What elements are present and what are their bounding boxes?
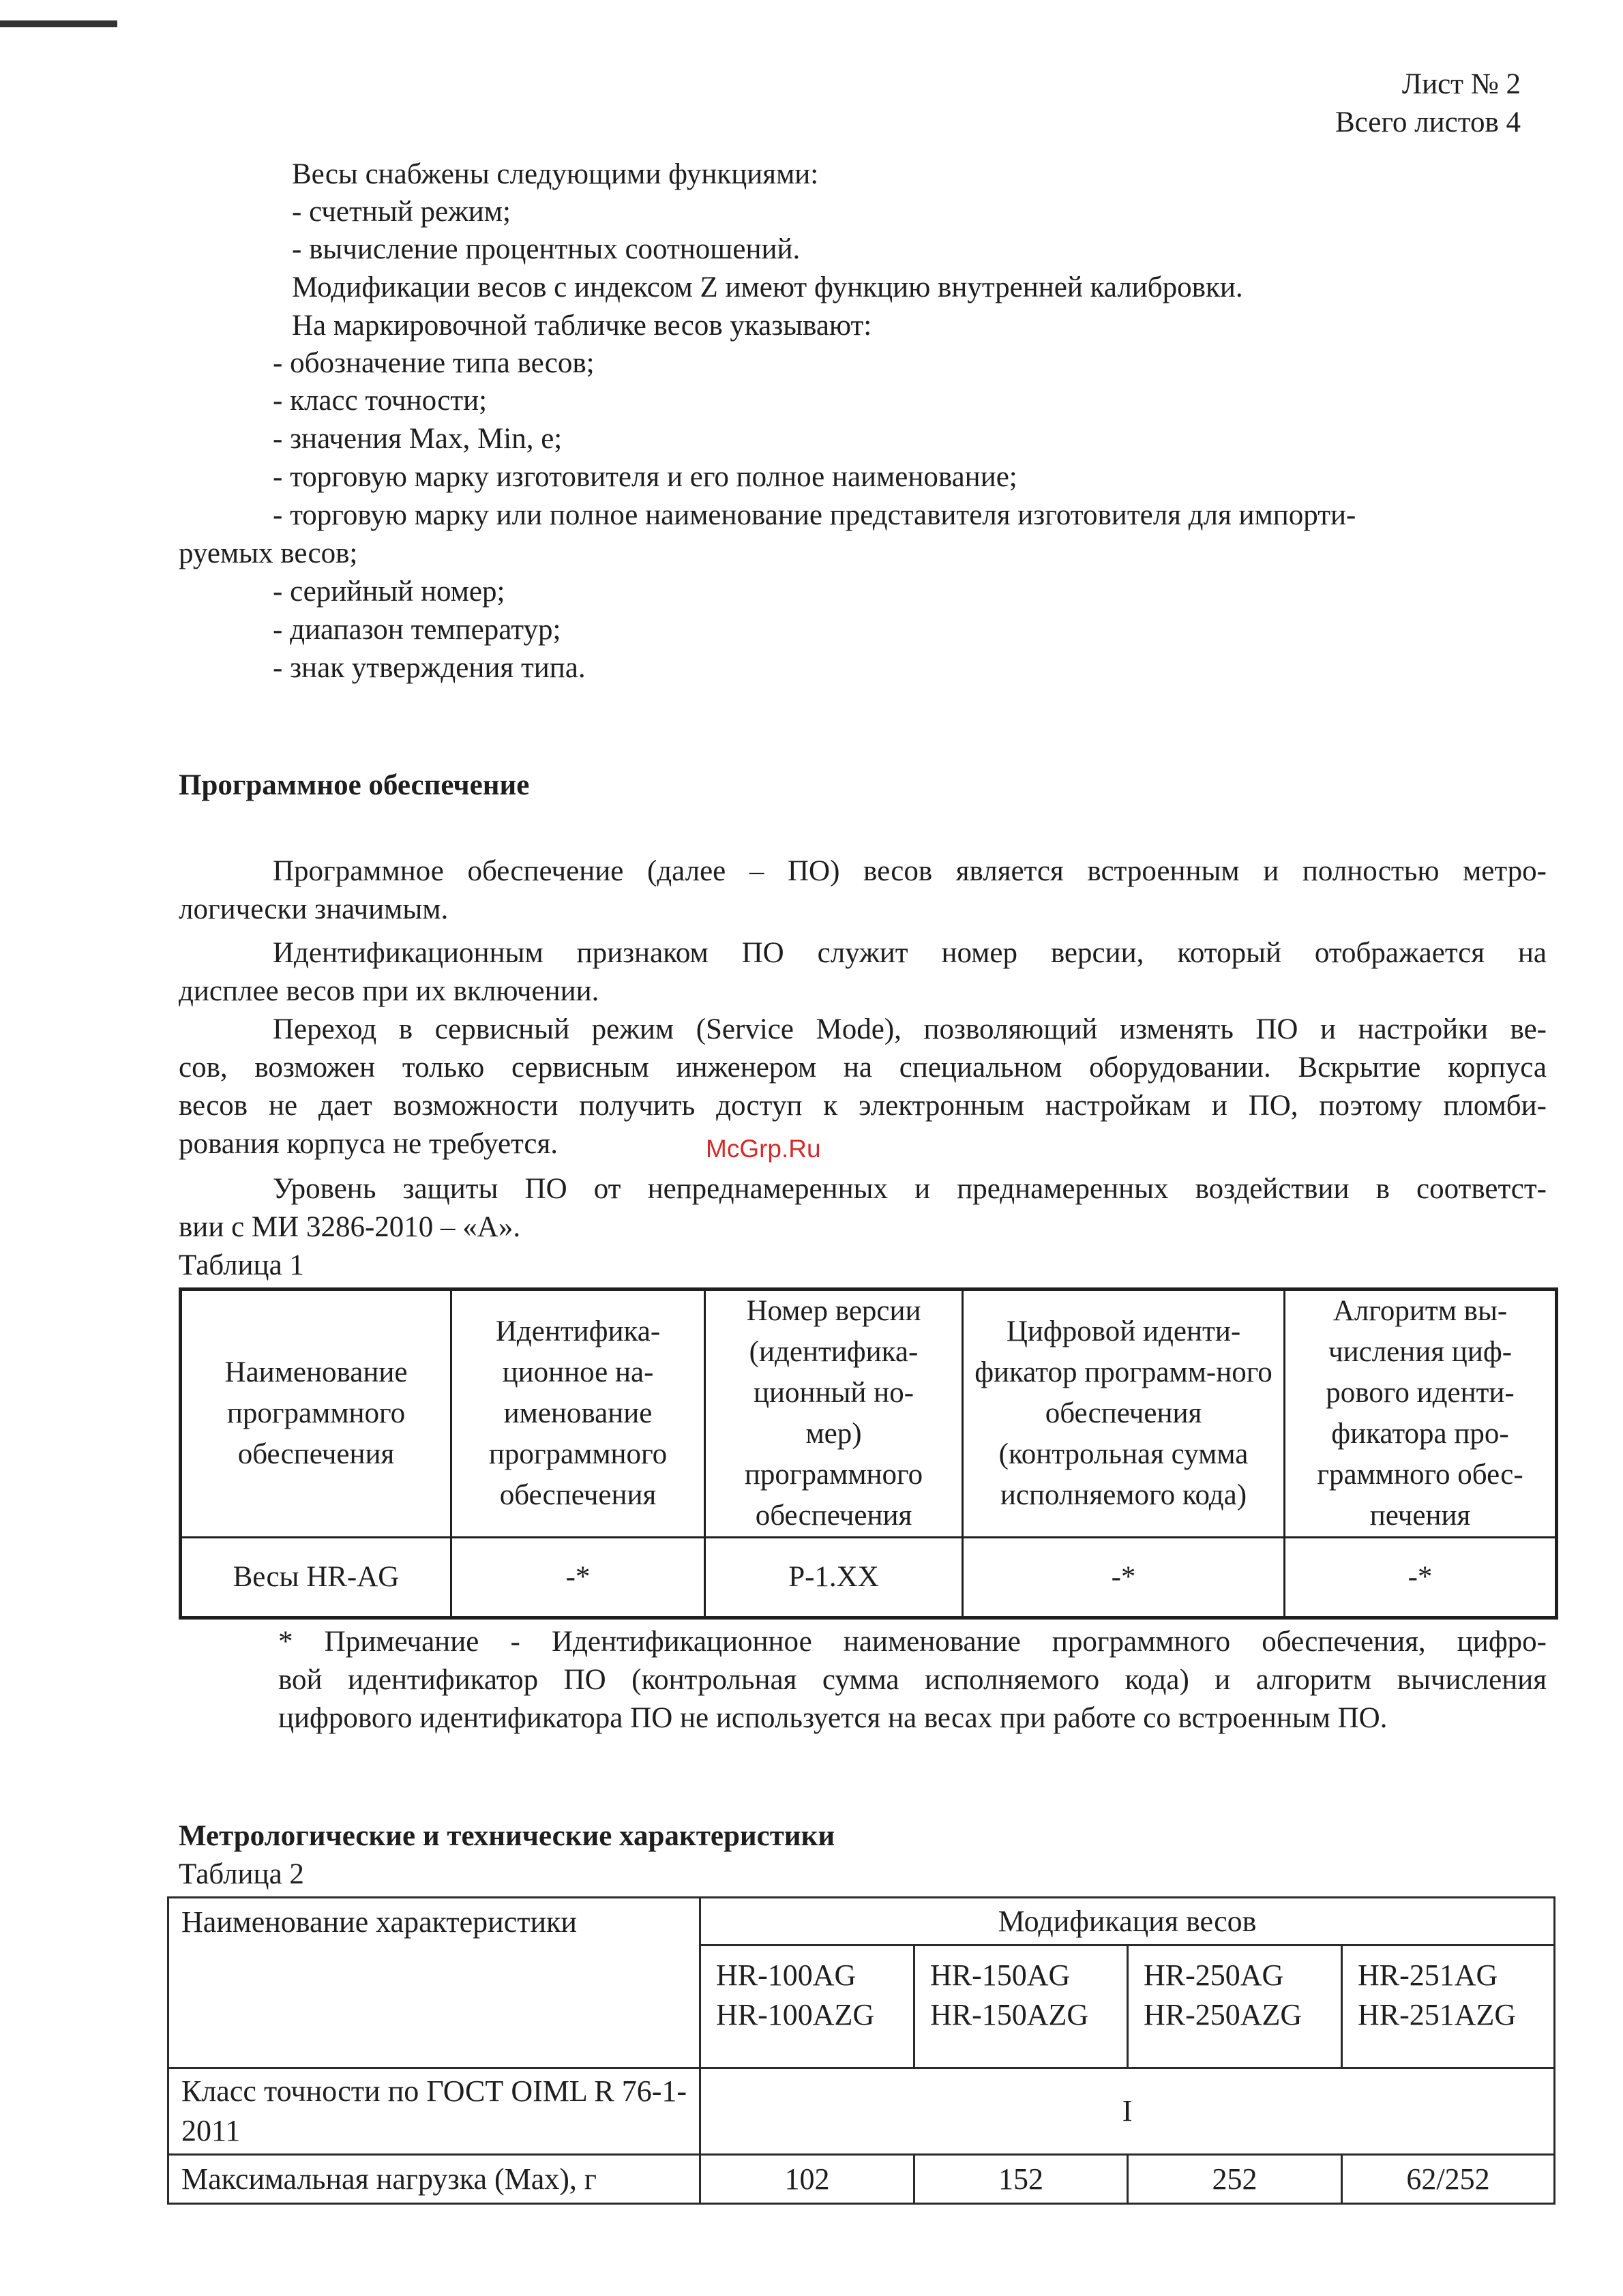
plate-intro: На маркировочной табличке весов указывают: (292, 310, 872, 342)
table-header-row (168, 1898, 1555, 1945)
table-header-cell: Номер версии (идентифика-ционный но-мер) программного обеспечения (705, 1289, 963, 1538)
table1-note-line: вой идентификатор ПО (контрольная сумма исполняемого кода) и алгоритм вычисления (278, 1664, 1547, 1696)
table-cell: 102 (700, 2155, 914, 2204)
table-row (168, 2068, 1555, 2155)
plate-item: - серийный номер; (273, 576, 505, 608)
model-cell: HR-251AG HR-251AZG (1342, 1945, 1555, 2068)
plate-item: - значения Max, Min, e; (273, 423, 563, 455)
table-cell: -* (1285, 1538, 1557, 1618)
software-paragraph-line: логически значимым. (179, 893, 449, 925)
table-cell: 152 (914, 2155, 1128, 2204)
table-header-row (181, 1289, 1557, 1538)
model-cell: HR-100AG HR-100AZG (700, 1945, 914, 2068)
metrology-heading: Метрологические и технические характеристики (179, 1820, 835, 1852)
software-paragraph-line: вии с МИ 3286-2010 – «А». (179, 1211, 521, 1243)
plate-item-importer: - торговую марку или полное наименование представителя изготовителя для импорти- (273, 499, 1356, 531)
table-cell: Максимальная нагрузка (Max), г (168, 2155, 700, 2204)
software-paragraph-line: сов, возможен только сервисным инженером на специальном оборудовании. Вскрытие корпуса (179, 1052, 1547, 1084)
table-cell: -* (451, 1538, 705, 1618)
software-paragraph-line: дисплее весов при их включении. (179, 975, 599, 1007)
function-item: - вычисление процентных соотношений. (292, 233, 801, 265)
table-header-cell: Алгоритм вы-числения циф-рового иденти-фикатора про-граммного обес-печения (1285, 1289, 1557, 1538)
table-header-cell: Наименование характеристики (168, 1898, 700, 2068)
metrology-table (167, 1896, 1555, 2205)
model-cell: HR-150AG HR-150AZG (914, 1945, 1128, 2068)
table-header-cell: Наименование программного обеспечения (181, 1289, 451, 1538)
software-paragraph-line: Уровень защиты ПО от непреднамеренных и преднамеренных воздействии в соответст- (273, 1173, 1547, 1205)
plate-item: - торговую марку изготовителя и его полное наименование; (273, 461, 1017, 493)
software-paragraph-line: рования корпуса не требуется. (179, 1128, 558, 1160)
table1-caption: Таблица 1 (179, 1249, 304, 1281)
calibration-note: Модификации весов с индексом Z имеют функцию внутренней калибровки. (292, 271, 1243, 303)
scan-edge-mark (0, 20, 117, 27)
plate-item: - диапазон температур; (273, 614, 561, 646)
software-paragraph-line: Идентификационным признаком ПО служит номер версии, который отображается на (273, 937, 1547, 969)
table2-caption: Таблица 2 (179, 1858, 304, 1890)
table-cell: Класс точности по ГОСТ OIML R 76-1-2011 (168, 2068, 700, 2155)
plate-item: - знак утверждения типа. (273, 652, 586, 684)
software-paragraph-line: весов не дает возможности получить доступ к электронным настройкам и ПО, поэтому пломби- (179, 1090, 1547, 1122)
plate-item-importer-cont: руемых весов; (179, 537, 358, 569)
function-item: - счетный режим; (292, 196, 511, 228)
plate-item: - обозначение типа весов; (273, 347, 595, 379)
table1-note-line: * Примечание - Идентификационное наименование программного обеспечения, цифро- (278, 1626, 1547, 1658)
model-cell: HR-250AG HR-250AZG (1128, 1945, 1342, 2068)
table-row (181, 1538, 1557, 1618)
software-heading: Программное обеспечение (179, 769, 530, 801)
table-cell: -* (963, 1538, 1285, 1618)
table-header-cell: Модификация весов (700, 1898, 1555, 1945)
software-id-table (179, 1287, 1558, 1620)
sheet-number: Лист № 2 (1401, 68, 1521, 100)
table-cell: 252 (1128, 2155, 1342, 2204)
table-cell: I (700, 2068, 1555, 2155)
plate-item: - класс точности; (273, 385, 488, 417)
software-paragraph-line: Программное обеспечение (далее – ПО) весов является встроенным и полностью метро- (273, 855, 1547, 887)
sheets-total: Всего листов 4 (1335, 106, 1521, 138)
software-paragraph-line: Переход в сервисный режим (Service Mode), позволяющий изменять ПО и настройки ве- (273, 1013, 1547, 1045)
table-cell: Весы HR-AG (181, 1538, 451, 1618)
table1-note-line: цифрового идентификатора ПО не используется на весах при работе со встроенным ПО. (278, 1702, 1388, 1734)
table-cell: P-1.XX (705, 1538, 963, 1618)
table-cell: 62/252 (1342, 2155, 1555, 2204)
table-header-cell: Цифровой иденти-фикатор программ-ного обеспечения (контрольная сумма исполняемого кода) (963, 1289, 1285, 1538)
table-row (168, 2155, 1555, 2204)
watermark: McGrp.Ru (706, 1135, 821, 1163)
table-header-cell: Идентифика-ционное на-именование программного обеспечения (451, 1289, 705, 1538)
functions-intro: Весы снабжены следующими функциями: (292, 158, 819, 190)
